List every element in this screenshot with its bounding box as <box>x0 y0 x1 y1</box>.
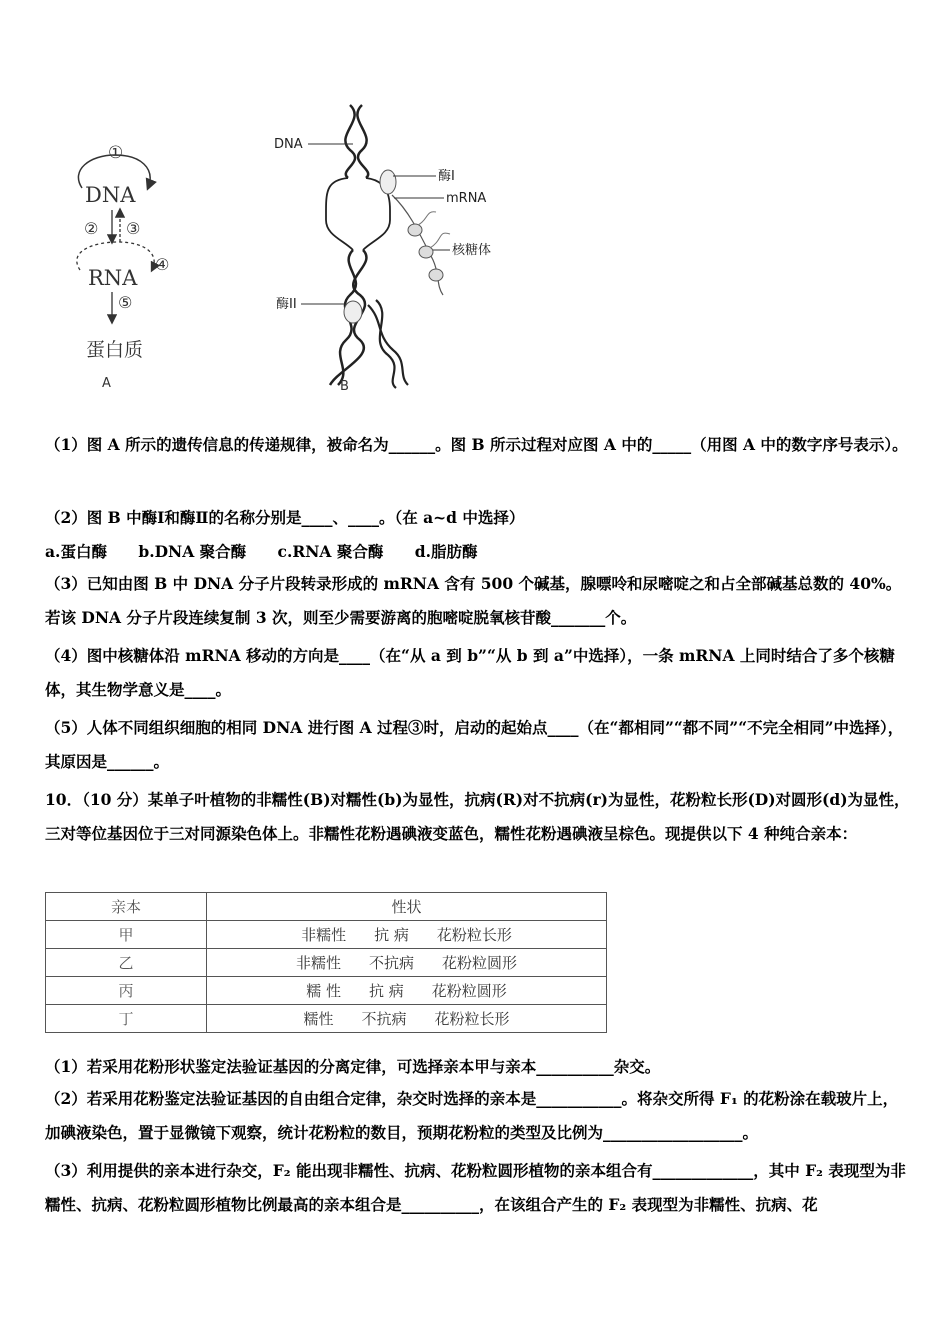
sub-question-3: （3）利用提供的亲本进行杂交，F₂ 能出现非糯性、抗病、花粉粒圆形植物的亲本组合有_____________，其中 F₂ 表现型为非糯性、抗病、花粉粒圆形植物比例最高的亲本组合是__________，在该组合产生的 F₂ 表现型为非糯性、抗病、花 <box>45 1161 906 1214</box>
header-traits: 性状 <box>207 893 607 921</box>
enzyme-options <box>45 540 910 562</box>
question-5: （5）人体不同组织细胞的相同 DNA 进行图 A 过程③时，启动的起始点____（在“都相同”“都不同”“不完全相同”中选择），其原因是______。 <box>45 718 904 771</box>
label-enzyme-2: 酶II <box>276 297 297 312</box>
table-row <box>46 921 607 949</box>
question-1: （1）图 A 所示的遗传信息的传递规律，被命名为______。图 B 所示过程对应图 A 中的_____（用图 A 中的数字序号表示）。 <box>45 435 908 454</box>
trait-cell: 花粉粒长形 <box>436 926 512 944</box>
trait-cell: 不抗病 <box>368 954 414 972</box>
parent-name: 乙 <box>46 949 207 977</box>
dna-node: DNA <box>85 183 136 207</box>
label-ribosome: 核糖体 <box>452 243 492 258</box>
parent-name: 丙 <box>46 977 207 1005</box>
trait-cell: 花粉粒圆形 <box>442 954 518 972</box>
arrow-4-label: ④ <box>155 255 170 274</box>
trait-cell: 抗 病 <box>374 926 409 944</box>
header-parent: 亲本 <box>46 893 207 921</box>
question-4: （4）图中核糖体沿 mRNA 移动的方向是____（在“从 a 到 b”“从 b 到 a”中选择），一条 mRNA 上同时结合了多个核糖体，其生物学意义是____。 <box>45 646 895 699</box>
label-enzyme-1: 酶I <box>438 169 455 184</box>
arrow-2-label: ② <box>84 219 99 238</box>
trait-cell: 糯 性 <box>306 982 341 1000</box>
option-c: c.RNA 聚合酶 <box>277 542 384 561</box>
problem-10-intro: 10．（10 分）某单子叶植物的非糯性(B)对糯性(b)为显性，抗病(R)对不抗病(r)为显性，花粉粒长形(D)对圆形(d)为显性，三对等位基因位于三对同源染色体上。非糯性花粉遇碘液变蓝色，糯性花粉遇碘液呈棕色。现提供以下 4 种纯合亲本： <box>45 790 910 843</box>
parent-traits <box>207 1005 607 1033</box>
figure-a-caption: A <box>102 376 111 391</box>
parent-traits <box>207 977 607 1005</box>
label-dna: DNA <box>274 137 303 152</box>
arrow-1-label: ① <box>108 143 124 163</box>
arrow-5-label: ⑤ <box>118 293 133 312</box>
parent-name: 甲 <box>46 921 207 949</box>
parent-name: 丁 <box>46 1005 207 1033</box>
trait-cell: 花粉粒长形 <box>434 1010 510 1028</box>
trait-cell: 抗 病 <box>368 982 404 1000</box>
table-row <box>46 1005 607 1033</box>
parent-traits <box>207 949 607 977</box>
parent-traits <box>207 921 607 949</box>
question-2: （2）图 B 中酶Ⅰ和酶Ⅱ的名称分别是____、____。（在 a~d 中选择） <box>45 508 525 527</box>
option-b: b.DNA 聚合酶 <box>138 542 247 561</box>
trait-cell: 非糯性 <box>301 926 347 944</box>
option-d: d.脂肪酶 <box>414 542 478 561</box>
parent-traits-table <box>45 892 607 1033</box>
figure-b-caption: B <box>340 379 349 394</box>
trait-cell: 不抗病 <box>361 1010 407 1028</box>
sub-question-1: （1）若采用花粉形状鉴定法验证基因的分离定律，可选择亲本甲与亲本__________杂交。 <box>45 1057 661 1076</box>
rna-node: RNA <box>88 266 138 290</box>
label-mrna: mRNA <box>446 191 487 206</box>
protein-node: 蛋白质 <box>86 339 144 361</box>
figure-a-central-dogma <box>60 130 190 395</box>
trait-cell: 糯性 <box>303 1010 334 1028</box>
figure-b-transcription-translation <box>268 100 508 395</box>
table-header-row <box>46 893 607 921</box>
option-a: a.蛋白酶 <box>45 542 107 561</box>
question-3: （3）已知由图 B 中 DNA 分子片段转录形成的 mRNA 含有 500 个碱基，腺嘌呤和尿嘧啶之和占全部碱基总数的 40%。若该 DNA 分子片段连续复制 3 次，则至少需要游离的胞嘧啶脱氧核苷酸_______个。 <box>45 574 902 627</box>
table-row <box>46 949 607 977</box>
trait-cell: 非糯性 <box>295 954 341 972</box>
arrow-3-label: ③ <box>126 219 141 238</box>
sub-question-2: （2）若采用花粉鉴定法验证基因的自由组合定律，杂交时选择的亲本是___________。将杂交所得 F₁ 的花粉涂在载玻片上，加碘液染色，置于显微镜下观察，统计花粉粒的数目，预期花粉粒的类型及比例为__________________。 <box>45 1089 899 1142</box>
table-row <box>46 977 607 1005</box>
trait-cell: 花粉粒圆形 <box>431 982 507 1000</box>
